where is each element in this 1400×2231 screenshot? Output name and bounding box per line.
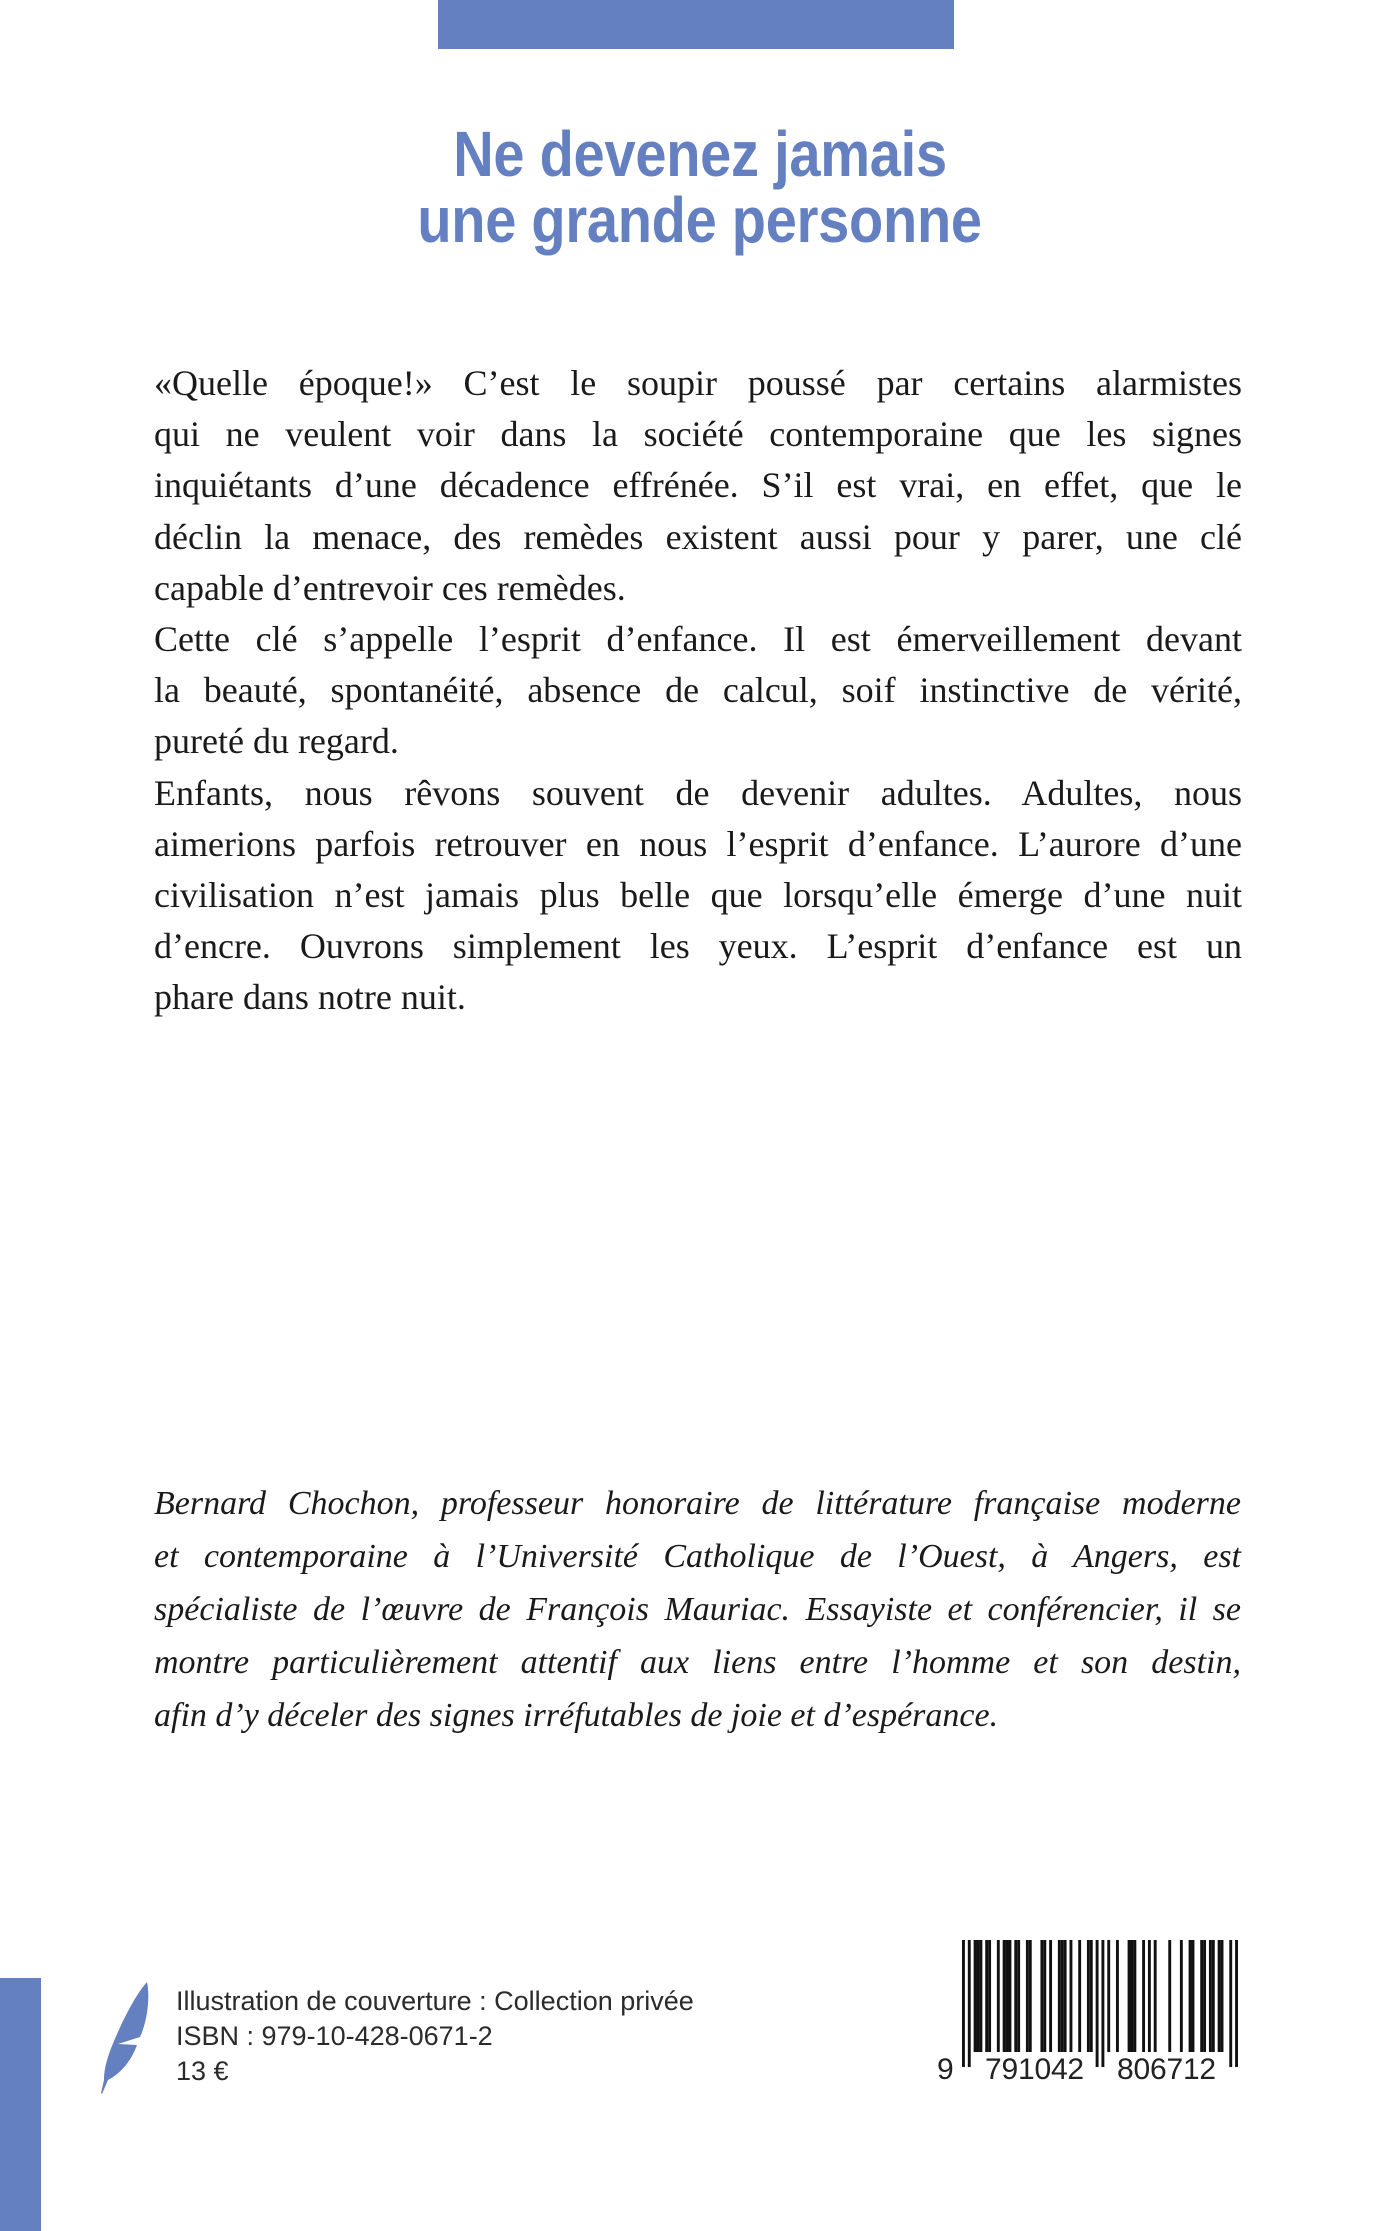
author-bio — [154, 1477, 1241, 1742]
top-accent-bar — [438, 0, 954, 49]
bio-line: spécialiste de l’œuvre de François Mauriac. Essayiste et conférencier, il se — [154, 1591, 1241, 1628]
left-accent-bar — [0, 1978, 41, 2231]
blurb-line: Cette clé s’appelle l’esprit d’enfance. Il est émerveillement devant — [154, 618, 1242, 659]
blurb-line: «Quelle époque!» C’est le soupir poussé par certains alarmistes — [154, 363, 1242, 403]
bio-line: afin d’y déceler des signes irréfutables de joie et d’espérance. — [154, 1697, 999, 1734]
title-line-2-text: une grande personne — [417, 184, 983, 256]
blurb-line: phare dans notre nuit. — [154, 977, 466, 1018]
book-title — [0, 118, 1400, 256]
blurb-line: déclin la menace, des remèdes existent aussi pour y parer, une clé — [154, 516, 1242, 557]
barcode-left-digits: 791042 — [985, 2053, 1084, 2086]
blurb-line: pureté du regard. — [154, 721, 399, 762]
publisher-credits — [176, 1984, 694, 2089]
isbn: ISBN : 979-10-428-0671-2 — [176, 2021, 493, 2051]
blurb-line: Enfants, nous rêvons souvent de devenir adultes. Adultes, nous — [154, 772, 1242, 813]
blurb-line: aimerions parfois retrouver en nous l’esprit d’enfance. L’aurore d’une — [154, 823, 1242, 864]
bio-line: montre particulièrement attentif aux liens entre l’homme et son destin, — [154, 1644, 1241, 1681]
ean13-barcode — [962, 1940, 1238, 2067]
price: 13 € — [176, 2056, 229, 2086]
barcode-right-digits: 806712 — [1117, 2053, 1216, 2086]
blurb-line: civilisation n’est jamais plus belle que lorsqu’elle émerge d’une nuit — [154, 874, 1242, 915]
blurb-line: la beauté, spontanéité, absence de calcul, soif instinctive de vérité, — [154, 670, 1242, 711]
blurb-line: d’encre. Ouvrons simplement les yeux. L’esprit d’enfance est un — [154, 926, 1242, 967]
title-line-1-text: Ne devenez jamais — [453, 118, 947, 190]
blurb-line: inquiétants d’une décadence effrénée. S’il est vrai, en effet, que le — [154, 465, 1242, 506]
feather-icon — [90, 1975, 160, 2100]
blurb-line: capable d’entrevoir ces remèdes. — [154, 567, 626, 608]
bio-line: Bernard Chochon, professeur honoraire de littérature française moderne — [154, 1485, 1241, 1522]
blurb-text — [154, 358, 1242, 1023]
title-line-1 — [0, 118, 1400, 190]
title-line-2 — [0, 184, 1400, 256]
bio-line: et contemporaine à l’Université Catholique de l’Ouest, à Angers, est — [154, 1538, 1241, 1575]
blurb-line: qui ne veulent voir dans la société contemporaine que les signes — [154, 414, 1242, 455]
illustration-credit: Illustration de couverture : Collection privée — [176, 1986, 694, 2016]
barcode-first-digit: 9 — [937, 2053, 954, 2086]
